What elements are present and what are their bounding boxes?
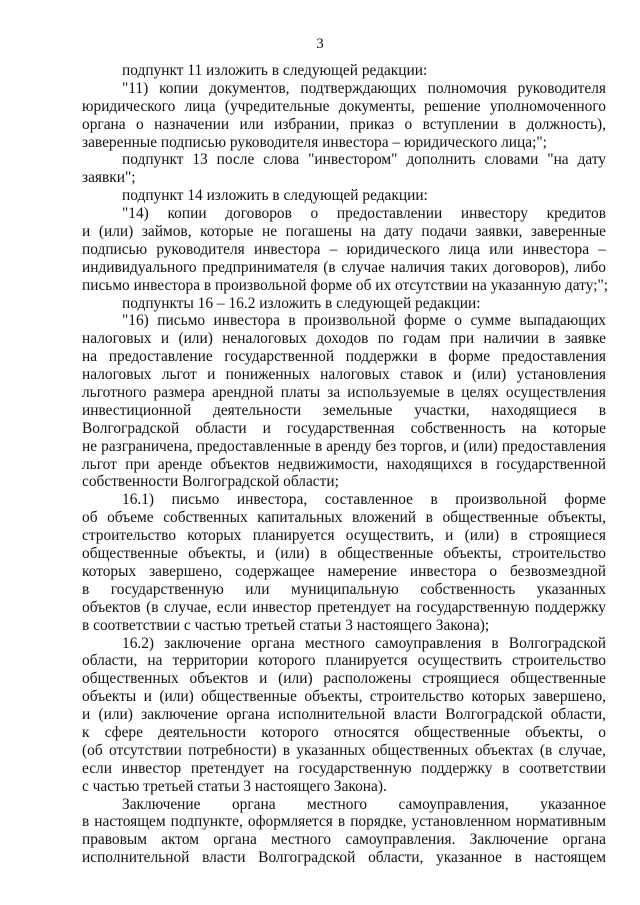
text-line: "14) копии договоров о предоставлении инвестору кредитов [122, 205, 606, 223]
text-line: если инвестор претендует на государственную поддержку в соответствии [82, 759, 606, 777]
text-line: налоговых и (или) неналоговых доходов по годам при наличии в заявке [82, 330, 606, 348]
text-line: об объеме собственных капитальных вложений в общественные объекты, [82, 509, 606, 527]
text-line: 16.2) заключение органа местного самоуправления в Волгоградской [122, 634, 606, 652]
document-body [82, 62, 609, 867]
text-line: заявки"; [82, 169, 136, 187]
text-line: Заключение органа местного самоуправления, указанное [122, 795, 606, 813]
text-line: с частью третьей статьи 3 настоящего Закона). [82, 777, 387, 795]
text-line: в настоящем подпункте, оформляется в порядке, установленном нормативным [82, 813, 606, 831]
text-line: строительство которых планируется осуществить, и (или) в строящиеся [82, 527, 606, 545]
text-line: заверенные подписью руководителя инвестора – юридического лица;"; [82, 133, 547, 151]
text-line: и (или) займов, которые не погашены на дату подачи заявки, заверенные [82, 223, 606, 241]
text-line: подпункты 16 – 16.2 изложить в следующей редакции: [122, 294, 481, 312]
text-line: подпункт 13 после слова "инвестором" дополнить словами "на дату [122, 151, 606, 169]
text-line: и (или) заключение органа исполнительной власти Волгоградской области, [82, 706, 606, 724]
text-line: Волгоградской области и государственная собственность на которые [82, 419, 606, 437]
text-line: органа о назначении или избрании, приказ о вступлении в должность), [82, 115, 606, 133]
text-line: льгот при аренде объектов недвижимости, находящихся в государственной [82, 455, 606, 473]
text-line: исполнительной власти Волгоградской области, указанное в настоящем [82, 849, 606, 867]
text-line: "16) письмо инвестора в произвольной форме о сумме выпадающих [122, 312, 606, 330]
text-line: к сфере деятельности которого относятся общественные объекты, о [82, 723, 606, 741]
text-line: инвестиционной деятельности земельные участки, находящиеся в [82, 401, 606, 419]
text-line: письмо инвестора в произвольной форме об их отсутствии на указанную дату;"; [82, 276, 609, 294]
text-line: подписью руководителя инвестора – юридического лица или инвестора – [82, 240, 606, 258]
text-line: 16.1) письмо инвестора, составленное в произвольной форме [122, 491, 606, 509]
text-line: области, на территории которого планируется осуществить строительство [82, 652, 606, 670]
text-line: "11) копии документов, подтверждающих полномочия руководителя [122, 79, 606, 97]
text-line: объектов (в случае, если инвестор претендует на государственную поддержку [82, 598, 606, 616]
text-line: которых завершено, содержащее намерение инвестора о безвозмездной [82, 562, 606, 580]
text-line: на предоставление государственной поддержки в форме предоставления [82, 348, 606, 366]
text-line: не разграничена, предоставленные в аренду без торгов, и (или) предоставления [82, 437, 606, 455]
text-line: общественные объекты, и (или) в общественные объекты, строительство [82, 545, 606, 563]
text-line: подпункт 11 изложить в следующей редакции: [122, 62, 428, 79]
text-line: правовым актом органа местного самоуправления. Заключение органа [82, 831, 606, 849]
text-line: в государственную или муниципальную собственность указанных [82, 580, 606, 598]
text-line: общественных объектов и (или) расположены строящиеся общественные [82, 670, 606, 688]
text-line: объекты и (или) общественные объекты, строительство которых завершено, [82, 688, 606, 706]
text-line: налоговых льгот и пониженных налоговых ставок и (или) установления [82, 366, 606, 384]
text-line: индивидуального предпринимателя (в случае наличия таких договоров), либо [82, 258, 606, 276]
page-number: 3 [316, 36, 324, 52]
text-line: юридического лица (учредительные документы, решение уполномоченного [82, 97, 606, 115]
text-line: (об отсутствии потребности) в указанных общественных объектах (в случае, [82, 741, 606, 759]
text-line: собственности Волгоградской области; [82, 473, 339, 491]
text-line: льготного размера арендной платы за используемые в целях осуществления [82, 384, 606, 402]
text-line: подпункт 14 изложить в следующей редакции: [122, 187, 428, 205]
text-line: в соответствии с частью третьей статьи 3 настоящего Закона); [82, 616, 490, 634]
